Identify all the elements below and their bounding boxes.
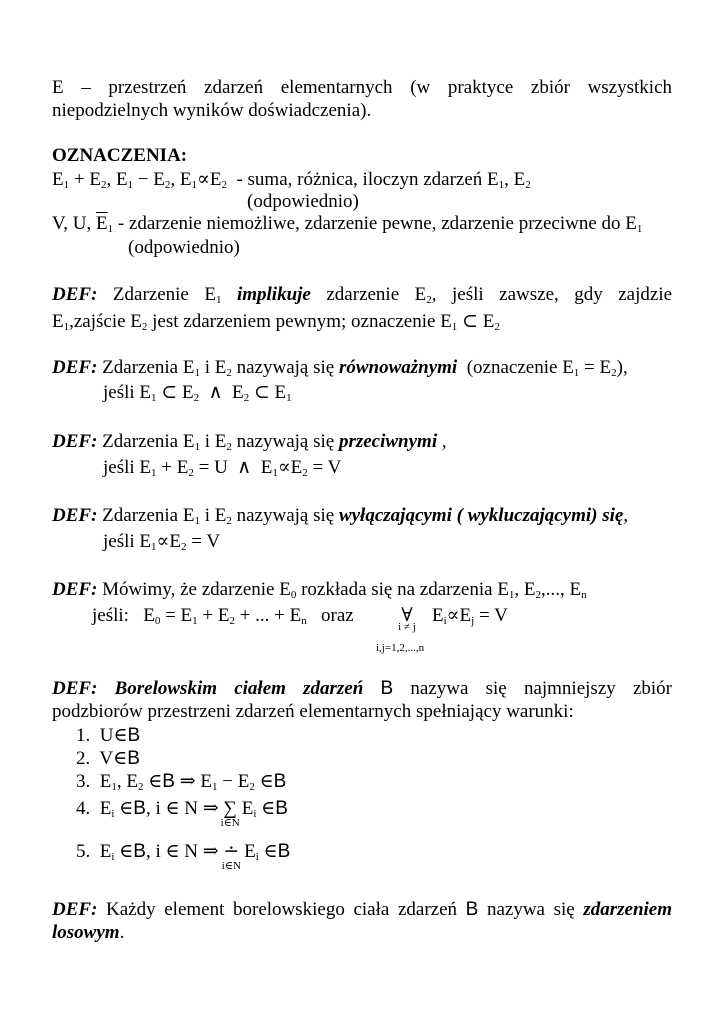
def-implies-line-2: $E_1,zajście$ $E_2$ jest zdarzeniem pewnym; oznaczenie $E_1$ ⊂ $E_2$	[52, 311, 500, 333]
def-exclusive-line-1: DEF: Zdarzenia $E_1$ i $E_2$ nazywają się wyłączającymi ( wykluczającymi) się,	[52, 505, 629, 527]
def-decomp-line-1: DEF: Mówimy, że zdarzenie $E_0$ rozkłada się na zdarzenia $E_1$, $E_2$,..., $E_n$	[52, 579, 587, 601]
def-label: DEF:	[52, 579, 98, 600]
def-borel-line-2: podzbiorów przestrzeni zdarzeń elementarnych spełniający warunki:	[52, 701, 574, 722]
notation-events-tail: (odpowiednio)	[128, 237, 240, 258]
forall-range: i,j=1,2,...,n	[376, 642, 425, 654]
borel-symbol: B	[380, 678, 394, 699]
def-decomp-quantified: $E_i\propto E_j = V$	[432, 605, 508, 627]
product-symbol: ∸ i∈N	[221, 841, 241, 872]
notation-events-text: - zdarzenie niemożliwe, zdarzenie pewne, zdarzenie przeciwne do	[117, 213, 621, 234]
def-label: DEF:	[52, 678, 98, 699]
term-borel: Borelowskim ciałem zdarzeń	[114, 678, 364, 699]
term-random-1: zdarzeniem	[583, 899, 673, 920]
term-exclusive: wyłączającymi ( wykluczającymi) się	[338, 505, 624, 526]
borel-condition-4: 4. $E_i$ ∈B, i ∈ N ⇒ ∑ i∈N $E_i$ ∈B	[76, 798, 288, 829]
term-random-2: losowym	[52, 922, 120, 943]
def-decomp-condition: jeśli: $E_0 = E_1 + E_2$ + ... + $E_n$ oraz	[92, 605, 354, 627]
def-equivalent-line-1: DEF: Zdarzenia $E_1$ i $E_2$ nazywają się równoważnymi (oznaczenie $E_1 = E_2$),	[52, 357, 628, 379]
def-random-line-2: losowym.	[52, 922, 125, 943]
def-equivalent-condition: jeśli $E_1$ ⊂ $E_2$ ∧ $E_2$ ⊂ $E_1$	[103, 382, 292, 404]
sum-symbol: ∑ i∈N	[220, 798, 240, 829]
notation-heading: OZNACZENIA:	[52, 145, 188, 166]
def-opposite-condition: jeśli $E_1 + E_2 = U$ ∧ $E_1\propto E_2 = V$	[103, 457, 342, 479]
borel-condition-5: 5. $E_i$ ∈B, i ∈ N ⇒ ∸ i∈N $E_i$ ∈B	[76, 841, 291, 872]
notation-operations-text: - suma, różnica, iloczyn zdarzeń	[236, 169, 483, 190]
def-label: DEF:	[52, 899, 98, 920]
borel-condition-2: 2. V∈B	[76, 748, 140, 769]
notation-operations: $E_1 + E_2$, $E_1 - E_2$, $E_1\propto E_2$ - suma, różnica, iloczyn zdarzeń $E_1$, $E_2$	[52, 169, 531, 191]
forall-quantifier: ∀ i ≠ j	[398, 605, 416, 633]
intro-line-1: E – przestrzeń zdarzeń elementarnych (w praktyce zbiór wszystkich	[52, 77, 672, 98]
def-opposite-line-1: DEF: Zdarzenia $E_1$ i $E_2$ nazywają się przeciwnymi ,	[52, 431, 447, 453]
def-label: DEF:	[52, 284, 98, 305]
def-random-line-1: DEF: Każdy element borelowskiego ciała zdarzeń B nazywa się zdarzeniem	[52, 899, 673, 920]
term-opposite: przeciwnymi	[338, 431, 438, 452]
borel-condition-3: 3. $E_1$, $E_2$ ∈B ⇒ $E_1 - E_2$ ∈B	[76, 771, 287, 793]
borel-condition-1: 1. U∈B	[76, 725, 141, 746]
def-borel-line-1: DEF: Borelowskim ciałem zdarzeń B nazywa się najmniejszy zbiór	[52, 678, 672, 699]
intro-line-2: niepodzielnych wyników doświadczenia).	[52, 100, 372, 121]
def-implies-line-1: DEF: Zdarzenie $E_1$ implikuje zdarzenie $E_2$, jeśli zawsze, gdy zajdzie	[52, 284, 673, 306]
def-label: DEF:	[52, 505, 98, 526]
def-label: DEF:	[52, 357, 98, 378]
term-equivalent: równoważnymi	[338, 357, 458, 378]
notation-events: V, U, $\overline{E}_1$ - zdarzenie niemożliwe, zdarzenie pewne, zdarzenie przeciwne do $E_1$	[52, 213, 643, 235]
term-implies: implikuje	[236, 284, 311, 305]
notation-operations-tail: (odpowiednio)	[247, 191, 359, 212]
def-label: DEF:	[52, 431, 98, 452]
def-exclusive-condition: jeśli $E_1\propto E_2 = V$	[103, 531, 221, 553]
notation-events-prefix: V, U,	[52, 213, 92, 234]
